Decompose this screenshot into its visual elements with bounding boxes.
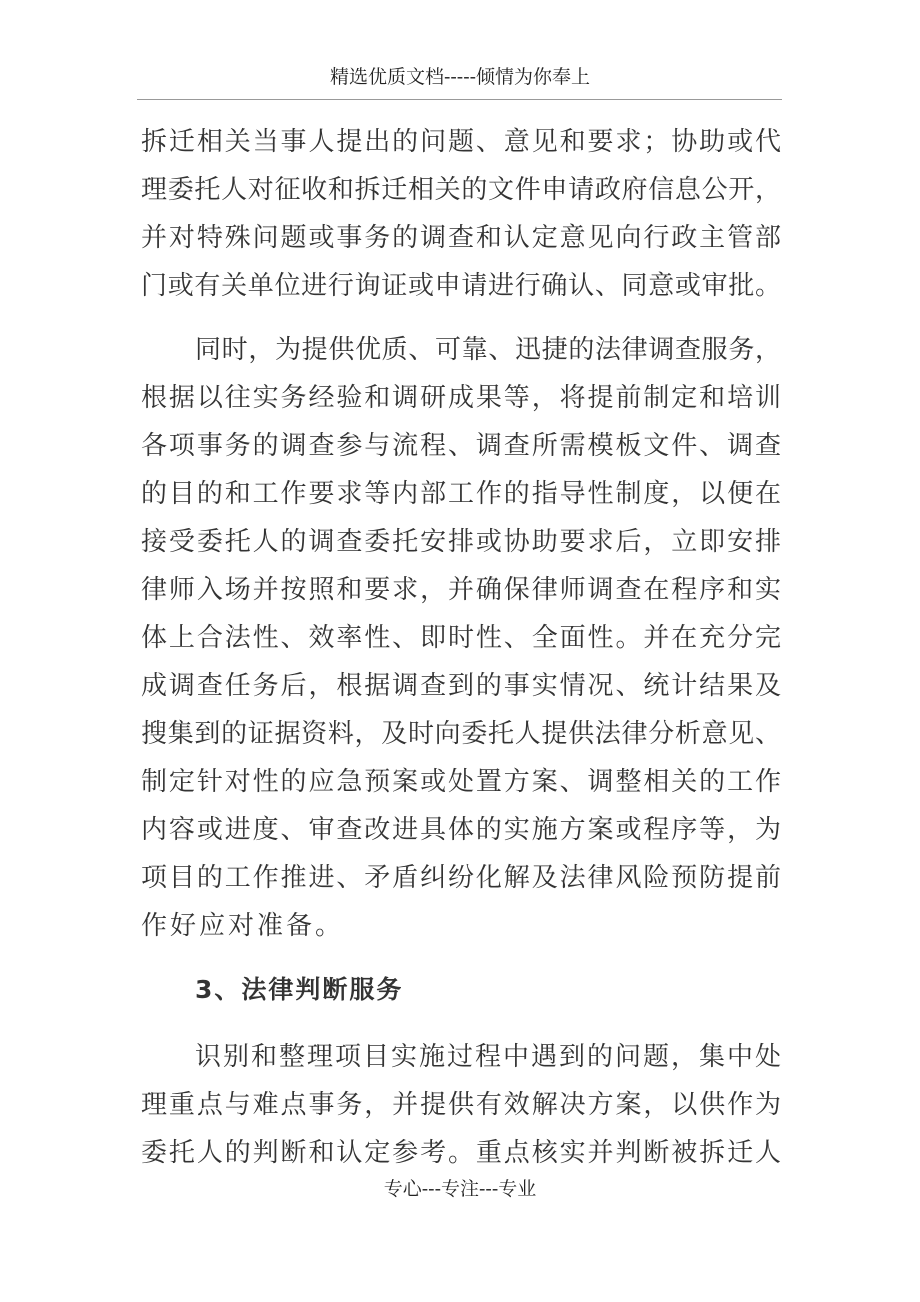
paragraph-line: 并对特殊问题或事务的调查和认定意见向行政主管部 xyxy=(141,223,781,253)
paragraph-line: 接受委托人的调查委托安排或协助要求后，立即安排 xyxy=(141,527,781,557)
paragraph-line: 识别和整理项目实施过程中遇到的问题，集中处 xyxy=(195,1042,781,1072)
header-divider xyxy=(137,99,782,100)
paragraph-line: 成调查任务后，根据调查到的事实情况、统计结果及 xyxy=(141,671,781,701)
paragraph-line: 搜集到的证据资料，及时向委托人提供法律分析意见、 xyxy=(141,719,781,749)
paragraph-line: 的目的和工作要求等内部工作的指导性制度，以便在 xyxy=(141,479,781,509)
page-footer: 专心---专注---专业 xyxy=(383,1178,537,1200)
paragraph-line: 拆迁相关当事人提出的问题、意见和要求；协助或代 xyxy=(141,127,781,157)
paragraph-line: 同时，为提供优质、可靠、迅捷的法律调查服务， xyxy=(195,335,781,365)
paragraph-line: 体上合法性、效率性、即时性、全面性。并在充分完 xyxy=(141,623,781,653)
section-heading: 3、法律判断服务 xyxy=(195,975,404,1004)
paragraph-line: 项目的工作推进、矛盾纠纷化解及法律风险预防提前 xyxy=(141,863,781,893)
paragraph-line: 委托人的判断和认定参考。重点核实并判断被拆迁人 xyxy=(141,1138,781,1168)
paragraph-line: 制定针对性的应急预案或处置方案、调整相关的工作 xyxy=(141,767,781,797)
paragraph-line: 各项事务的调查参与流程、调查所需模板文件、调查 xyxy=(141,431,781,461)
paragraph-line: 内容或进度、审查改进具体的实施方案或程序等，为 xyxy=(141,815,781,845)
paragraph-line: 根据以往实务经验和调研成果等，将提前制定和培训 xyxy=(141,383,781,413)
page-header: 精选优质文档-----倾情为你奉上 xyxy=(329,66,591,88)
paragraph-line: 理委托人对征收和拆迁相关的文件申请政府信息公开， xyxy=(141,175,781,205)
paragraph-line: 理重点与难点事务，并提供有效解决方案，以供作为 xyxy=(141,1090,781,1120)
paragraph-line: 作好应对准备。 xyxy=(141,911,345,941)
paragraph-line: 律师入场并按照和要求，并确保律师调查在程序和实 xyxy=(141,575,781,605)
paragraph-line: 门或有关单位进行询证或申请进行确认、同意或审批。 xyxy=(141,271,781,301)
